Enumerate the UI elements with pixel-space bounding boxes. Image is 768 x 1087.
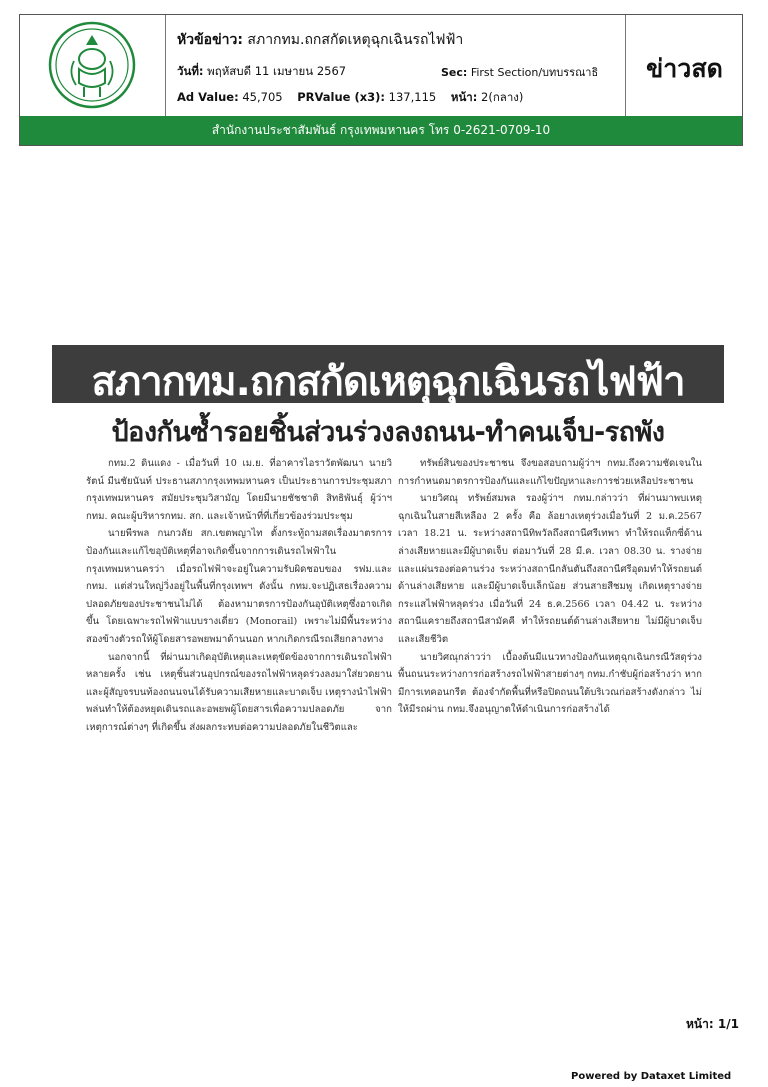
value-row bbox=[177, 89, 523, 107]
section-label: Sec: bbox=[441, 66, 468, 79]
logo-cell bbox=[20, 15, 166, 116]
article-column-left bbox=[86, 455, 392, 737]
article-column-right bbox=[398, 455, 702, 719]
article-headline-box bbox=[52, 345, 724, 403]
section-value: First Section/บทบรรณาธิ bbox=[470, 66, 599, 79]
paragraph: ทรัพย์สินของประชาชน จึงขอสอบถามผู้ว่าฯ กทม.ถึงความชัดเจนในการกำหนดมาตรการป้องกันและแก้ไขปัญหาและการช่วยเหลือประชาชน bbox=[398, 458, 702, 487]
headline-row bbox=[177, 29, 463, 51]
bangkok-seal-logo bbox=[48, 21, 136, 109]
paragraph: นายวิศณุ ทรัพย์สมพล รองผู้ว่าฯ กทม.กล่าวว่า ที่ผ่านมาพบเหตุฉุกเฉินในสายสีเหลือง 2 ครั้ง คือ ล้อยางเหตุร่วงเมื่อวันที่ 2 ม.ค.2567 เวลา 18.21 น. ระหว่างสถานีทิพวัลถึงสถานีศรีเทพา ทำให้รถแท็กซี่ด้านล่างเสียหายและมีผู้บาดเจ็บ ต่อมาวันที่ 28 มี.ค. เวลา 08.30 น. รางจ่ายและแผ่นรองต่อคานร่วง ระหว่างสถานีกลันตันถึงสถานีศรีอุดมทำให้รถยนต์ด้านล่างเสียหาย และมีผู้บาดเจ็บเล็กน้อย ส่วนสายสีชมพู เกิดเหตุรางจ่ายกระแสไฟฟ้าหลุดร่วง เมื่อวันที่ 24 ธ.ค.2566 เวลา 04.42 น. ระหว่างสถานีแครายถึงสถานีสามัคคี ทำให้รถยนต์ด้านล่างเสียหาย ไม่มีผู้บาดเจ็บและเสียชีวิต bbox=[398, 493, 702, 645]
office-contact-bar: สำนักงานประชาสัมพันธ์ กรุงเทพมหานคร โทร 0-2621-0709-10 bbox=[20, 116, 742, 145]
pr-value-label: PRValue (x3): bbox=[297, 90, 386, 104]
date-row bbox=[177, 63, 346, 81]
article-subhead: ป้องกันซ้ำรอยชิ้นส่วนร่วงลงถนน-ทำคนเจ็บ-รถพัง bbox=[111, 417, 665, 448]
paragraph: นายวิศณุกล่าวว่า เบื้องต้นมีแนวทางป้องกันเหตุฉุกเฉินกรณีวัสดุร่วงพื้นถนนระหว่างการก่อสร้างรถไฟฟ้าสายต่างๆ กทม.กำชับผู้ก่อสร้างว่า หากมีการเทคอนกรีต ต้องจำกัดพื้นที่หรือปิดถนนใต้บริเวณก่อสร้างดังกล่าว ไม่ให้มีรถผ่าน กทม.จึงอนุญาตให้ดำเนินการก่อสร้างได้ bbox=[398, 651, 702, 716]
paragraph: กทม.2 ดินแดง - เมื่อวันที่ 10 เม.ย. ที่อาคารไอราวัตพัฒนา นายวิรัตน์ มีนชัยนันท์ ประธานสภากรุงเทพมหานคร เป็นประธานการประชุมสภากรุงเทพมหานคร สมัยประชุมวิสามัญ โดยมีนายชัชชาติ สิทธิพันธุ์ ผู้ว่าฯ กทม. คณะผู้บริหารกทม. สก. และเจ้าหน้าที่ที่เกี่ยวข้องร่วมประชุม bbox=[86, 458, 392, 522]
category-tag-cell bbox=[625, 15, 743, 116]
headline-value: สภากทม.ถกสกัดเหตุฉุกเฉินรถไฟฟ้า bbox=[247, 32, 464, 48]
clipping-info bbox=[165, 15, 625, 116]
page-label: หน้า: bbox=[450, 90, 478, 104]
page-number bbox=[686, 1015, 739, 1034]
category-tag: ข่าวสด bbox=[646, 54, 723, 83]
section-row bbox=[441, 63, 598, 81]
article-headline: สภากทม.ถกสกัดเหตุฉุกเฉินรถไฟฟ้า bbox=[91, 359, 685, 405]
page-number-label: หน้า: bbox=[686, 1017, 714, 1031]
date-label: วันที่: bbox=[177, 64, 204, 78]
paragraph: นอกจากนี้ ที่ผ่านมาเกิดอุบัติเหตุและเหตุขัดข้องจากการเดินรถไฟฟ้าหลายครั้ง เช่น เหตุชิ้นส่วนอุปกรณ์ของรถไฟฟ้าหลุดร่วงลงมาใส่ยวดยานและผู้สัญจรบนท้องถนนจนได้รับความเสียหายและบาดเจ็บ เหตุรางนำไฟฟ้าพล่นทำให้ต้องหยุดเดินรถและอพยพผู้โดยสารเพื่อความปลอดภัย จากเหตุการณ์ต่างๆ ที่เกิดขึ้น ส่งผลกระทบต่อความปลอดภัยในชีวิตและ bbox=[86, 651, 392, 733]
headline-label: หัวข้อข่าว: bbox=[177, 32, 243, 48]
page-number-value: 1/1 bbox=[717, 1017, 739, 1031]
paragraph: นายพีรพล กนกวลัย สก.เขตพญาไท ตั้งกระทู้ถามสดเรื่องมาตรการป้องกันและแก้ไขอุบัติเหตุที่อาจเกิดขึ้นจากการเดินรถไฟฟ้าในกรุงเทพมหานครว่า เมื่อรถไฟฟ้าจะอยู่ในความรับผิดชอบของ รฟม.และ กทม. แต่ส่วนใหญ่วิ่งอยู่ในพื้นที่กรุงเทพฯ ดังนั้น กทม.จะปฏิเสธเรื่องความปลอดภัยของประชาชนไม่ได้ ต้องหามาตรการป้องกันอุบัติเหตุซึ่งอาจเกิดขึ้น โดยเฉพาะรถไฟฟ้าแบบรางเดี่ยว (Monorail) เพราะไม่มีพื้นระหว่างสองข้างตัวรถให้ผู้โดยสารอพยพมาด้านนอก หากเกิดกรณีรถเสียกลางทาง bbox=[86, 528, 392, 645]
powered-by: Powered by Dataxet Limited bbox=[571, 1071, 732, 1082]
page-value: 2(กลาง) bbox=[481, 90, 524, 104]
ad-value-label: Ad Value: bbox=[177, 90, 239, 104]
clipping-header bbox=[19, 14, 743, 146]
ad-value: 45,705 bbox=[242, 90, 283, 104]
date-value: พฤหัสบดี 11 เมษายน 2567 bbox=[207, 64, 347, 78]
pr-value: 137,115 bbox=[388, 90, 437, 104]
